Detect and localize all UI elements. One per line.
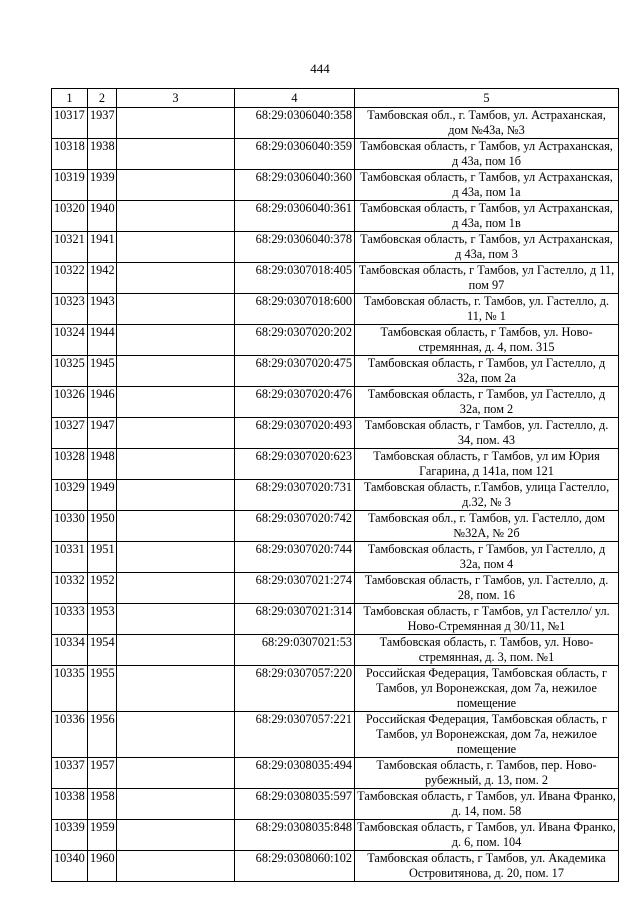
cadastral-number-cell: 68:29:0306040:378 — [235, 232, 355, 263]
address-cell: Тамбовская область, г Тамбов, ул Астраханская, д 43а, пом 1в — [355, 201, 619, 232]
record-id-cell: 1957 — [88, 758, 117, 789]
table-row — [52, 232, 619, 263]
empty-cell — [117, 666, 235, 712]
address-cell: Тамбовская обл., г. Тамбов, ул. Гастелло, дом №32А, № 2б — [355, 511, 619, 542]
record-id-cell: 1939 — [88, 170, 117, 201]
address-cell: Тамбовская область, г Тамбов, ул Гастелло/ ул. Ново-Стремянная д 30/11, №1 — [355, 604, 619, 635]
row-number-cell: 10327 — [52, 418, 88, 449]
table-row — [52, 712, 619, 758]
property-registry-table — [51, 88, 619, 882]
table-row — [52, 789, 619, 820]
empty-cell — [117, 294, 235, 325]
address-cell: Тамбовская область, г. Тамбов, ул. Ново-стремянная, д. 3, пом. №1 — [355, 635, 619, 666]
table-row — [52, 108, 619, 139]
column-header: 1 — [52, 89, 88, 108]
empty-cell — [117, 201, 235, 232]
address-cell: Тамбовская область, г. Тамбов, ул. Гастелло, д. 11, № 1 — [355, 294, 619, 325]
address-cell: Тамбовская область, г Тамбов, ул Гастелло, д 32а, пом 2 — [355, 387, 619, 418]
empty-cell — [117, 758, 235, 789]
address-cell: Тамбовская область, г Тамбов, ул. Ивана Франко, д. 14, пом. 58 — [355, 789, 619, 820]
record-id-cell: 1938 — [88, 139, 117, 170]
table-body — [52, 108, 619, 882]
table-row — [52, 820, 619, 851]
cadastral-number-cell: 68:29:0307020:742 — [235, 511, 355, 542]
table-row — [52, 480, 619, 511]
row-number-cell: 10338 — [52, 789, 88, 820]
address-cell: Тамбовская область, г Тамбов, ул Гастелло, д 32а, пом 2а — [355, 356, 619, 387]
table-row — [52, 139, 619, 170]
cadastral-number-cell: 68:29:0307021:53 — [235, 635, 355, 666]
cadastral-number-cell: 68:29:0307020:475 — [235, 356, 355, 387]
row-number-cell: 10317 — [52, 108, 88, 139]
record-id-cell: 1942 — [88, 263, 117, 294]
table-header-row — [52, 89, 619, 108]
cadastral-number-cell: 68:29:0307020:744 — [235, 542, 355, 573]
record-id-cell: 1945 — [88, 356, 117, 387]
row-number-cell: 10320 — [52, 201, 88, 232]
row-number-cell: 10330 — [52, 511, 88, 542]
row-number-cell: 10318 — [52, 139, 88, 170]
empty-cell — [117, 263, 235, 294]
table-row — [52, 170, 619, 201]
empty-cell — [117, 511, 235, 542]
record-id-cell: 1959 — [88, 820, 117, 851]
row-number-cell: 10322 — [52, 263, 88, 294]
record-id-cell: 1941 — [88, 232, 117, 263]
table-row — [52, 666, 619, 712]
cadastral-number-cell: 68:29:0307057:220 — [235, 666, 355, 712]
empty-cell — [117, 573, 235, 604]
record-id-cell: 1954 — [88, 635, 117, 666]
table-row — [52, 325, 619, 356]
empty-cell — [117, 418, 235, 449]
row-number-cell: 10321 — [52, 232, 88, 263]
table-row — [52, 356, 619, 387]
address-cell: Российская Федерация, Тамбовская область, г Тамбов, ул Воронежская, дом 7а, нежилое помещение — [355, 666, 619, 712]
table-row — [52, 263, 619, 294]
table-row — [52, 604, 619, 635]
cadastral-number-cell: 68:29:0307018:600 — [235, 294, 355, 325]
cadastral-number-cell: 68:29:0308035:848 — [235, 820, 355, 851]
empty-cell — [117, 356, 235, 387]
cadastral-number-cell: 68:29:0307020:476 — [235, 387, 355, 418]
address-cell: Тамбовская область, г. Тамбов, пер. Ново-рубежный, д. 13, пом. 2 — [355, 758, 619, 789]
address-cell: Тамбовская область, г.Тамбов, улица Гастелло, д.32, № 3 — [355, 480, 619, 511]
record-id-cell: 1955 — [88, 666, 117, 712]
row-number-cell: 10328 — [52, 449, 88, 480]
record-id-cell: 1952 — [88, 573, 117, 604]
address-cell: Тамбовская область, г Тамбов, ул. Гастелло, д. 28, пом. 16 — [355, 573, 619, 604]
cadastral-number-cell: 68:29:0308035:494 — [235, 758, 355, 789]
column-header: 3 — [117, 89, 235, 108]
table-row — [52, 635, 619, 666]
address-cell: Тамбовская область, г Тамбов, ул им Юрия Гагарина, д 141а, пом 121 — [355, 449, 619, 480]
address-cell: Российская Федерация, Тамбовская область, г Тамбов, ул Воронежская, дом 7а, нежилое помещение — [355, 712, 619, 758]
cadastral-number-cell: 68:29:0307021:314 — [235, 604, 355, 635]
table-row — [52, 851, 619, 882]
row-number-cell: 10324 — [52, 325, 88, 356]
address-cell: Тамбовская область, г Тамбов, ул Астраханская, д 43а, пом 1а — [355, 170, 619, 201]
record-id-cell: 1960 — [88, 851, 117, 882]
column-header: 5 — [355, 89, 619, 108]
table-row — [52, 294, 619, 325]
cadastral-number-cell: 68:29:0306040:361 — [235, 201, 355, 232]
cadastral-number-cell: 68:29:0307018:405 — [235, 263, 355, 294]
record-id-cell: 1953 — [88, 604, 117, 635]
empty-cell — [117, 108, 235, 139]
empty-cell — [117, 604, 235, 635]
row-number-cell: 10334 — [52, 635, 88, 666]
row-number-cell: 10329 — [52, 480, 88, 511]
empty-cell — [117, 789, 235, 820]
record-id-cell: 1946 — [88, 387, 117, 418]
row-number-cell: 10335 — [52, 666, 88, 712]
cadastral-number-cell: 68:29:0306040:358 — [235, 108, 355, 139]
record-id-cell: 1950 — [88, 511, 117, 542]
empty-cell — [117, 851, 235, 882]
row-number-cell: 10326 — [52, 387, 88, 418]
record-id-cell: 1949 — [88, 480, 117, 511]
empty-cell — [117, 542, 235, 573]
empty-cell — [117, 635, 235, 666]
record-id-cell: 1943 — [88, 294, 117, 325]
table-row — [52, 418, 619, 449]
table-row — [52, 542, 619, 573]
address-cell: Тамбовская область, г Тамбов, ул. Ивана Франко, д. 6, пом. 104 — [355, 820, 619, 851]
empty-cell — [117, 712, 235, 758]
address-cell: Тамбовская область, г Тамбов, ул Гастелло, д 32а, пом 4 — [355, 542, 619, 573]
empty-cell — [117, 480, 235, 511]
cadastral-number-cell: 68:29:0308060:102 — [235, 851, 355, 882]
record-id-cell: 1944 — [88, 325, 117, 356]
page-number: 444 — [310, 61, 330, 76]
empty-cell — [117, 387, 235, 418]
table-row — [52, 449, 619, 480]
table-row — [52, 511, 619, 542]
cadastral-number-cell: 68:29:0307021:274 — [235, 573, 355, 604]
address-cell: Тамбовская обл., г. Тамбов, ул. Астраханская, дом №43а, №3 — [355, 108, 619, 139]
record-id-cell: 1956 — [88, 712, 117, 758]
empty-cell — [117, 449, 235, 480]
record-id-cell: 1948 — [88, 449, 117, 480]
empty-cell — [117, 232, 235, 263]
table-row — [52, 573, 619, 604]
table-row — [52, 201, 619, 232]
cadastral-number-cell: 68:29:0306040:359 — [235, 139, 355, 170]
address-cell: Тамбовская область, г Тамбов, ул. Академика Островитянова, д. 20, пом. 17 — [355, 851, 619, 882]
table-row — [52, 758, 619, 789]
row-number-cell: 10319 — [52, 170, 88, 201]
address-cell: Тамбовская область, г Тамбов, ул Гастелло, д 11, пом 97 — [355, 263, 619, 294]
row-number-cell: 10332 — [52, 573, 88, 604]
column-header: 4 — [235, 89, 355, 108]
empty-cell — [117, 170, 235, 201]
cadastral-number-cell: 68:29:0306040:360 — [235, 170, 355, 201]
column-header: 2 — [88, 89, 117, 108]
row-number-cell: 10340 — [52, 851, 88, 882]
row-number-cell: 10333 — [52, 604, 88, 635]
row-number-cell: 10331 — [52, 542, 88, 573]
empty-cell — [117, 820, 235, 851]
record-id-cell: 1951 — [88, 542, 117, 573]
record-id-cell: 1958 — [88, 789, 117, 820]
cadastral-number-cell: 68:29:0307020:731 — [235, 480, 355, 511]
row-number-cell: 10337 — [52, 758, 88, 789]
record-id-cell: 1947 — [88, 418, 117, 449]
address-cell: Тамбовская область, г Тамбов, ул. Гастелло, д. 34, пом. 43 — [355, 418, 619, 449]
cadastral-number-cell: 68:29:0308035:597 — [235, 789, 355, 820]
cadastral-number-cell: 68:29:0307020:202 — [235, 325, 355, 356]
row-number-cell: 10325 — [52, 356, 88, 387]
row-number-cell: 10323 — [52, 294, 88, 325]
record-id-cell: 1937 — [88, 108, 117, 139]
address-cell: Тамбовская область, г Тамбов, ул Астраханская, д 43а, пом 1б — [355, 139, 619, 170]
cadastral-number-cell: 68:29:0307020:623 — [235, 449, 355, 480]
empty-cell — [117, 139, 235, 170]
empty-cell — [117, 325, 235, 356]
row-number-cell: 10339 — [52, 820, 88, 851]
record-id-cell: 1940 — [88, 201, 117, 232]
address-cell: Тамбовская область, г Тамбов, ул Астраханская, д 43а, пом 3 — [355, 232, 619, 263]
address-cell: Тамбовская область, г Тамбов, ул. Ново-стремянная, д. 4, пом. 315 — [355, 325, 619, 356]
row-number-cell: 10336 — [52, 712, 88, 758]
cadastral-number-cell: 68:29:0307020:493 — [235, 418, 355, 449]
table-row — [52, 387, 619, 418]
cadastral-number-cell: 68:29:0307057:221 — [235, 712, 355, 758]
